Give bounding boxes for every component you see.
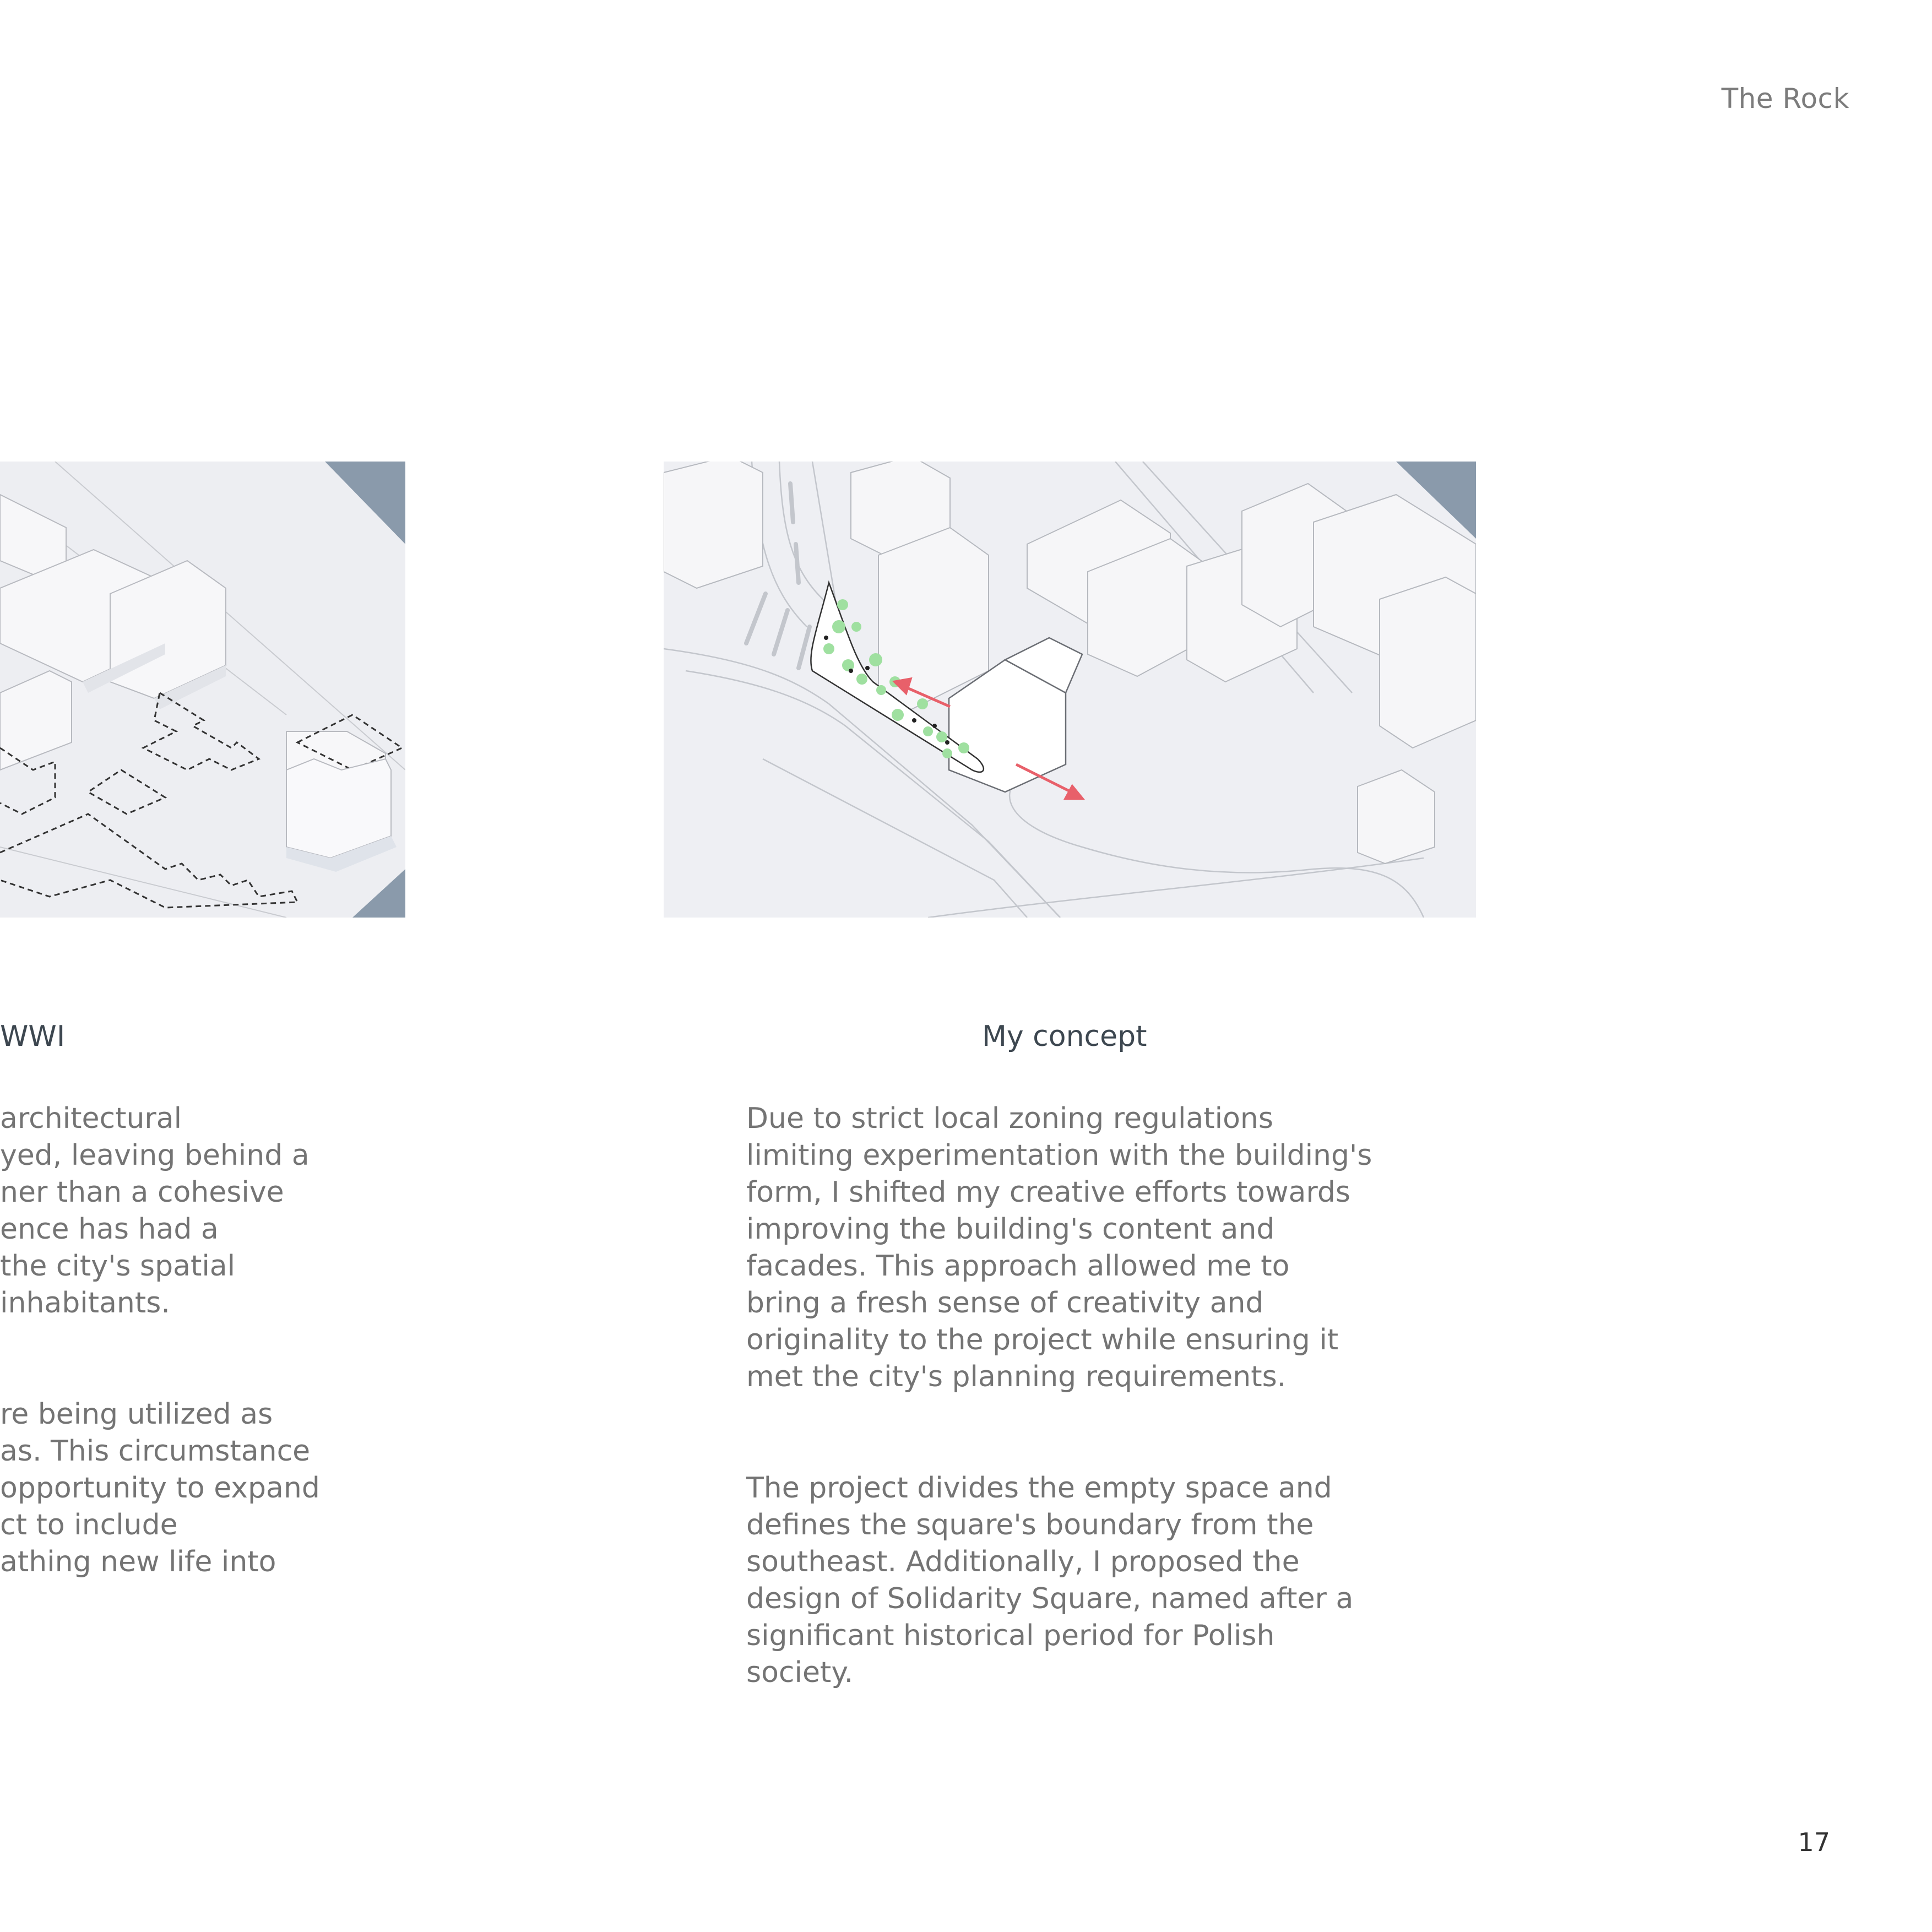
page-number: 17 [1798, 1827, 1830, 1857]
section-title-right: My concept [982, 1020, 1147, 1053]
right-paragraph-2: The project divides the empty space and defines the square's boundary from the southeast. Additionally, I proposed the design of Solidarity Square, named after a significant historical period for Polish society. [746, 1472, 1354, 1689]
site-context-illustration [0, 462, 405, 918]
right-paragraph-1: Due to strict local zoning regulations limiting experimentation with the building's form, I shifted my creative efforts towards improving the building's content and facades. This approach allowed me to bring a fresh sense of creativity and originality to the project while ensuring it met the city's planning requirements. [746, 1102, 1372, 1393]
section-title-left: WWI [0, 1020, 66, 1053]
header-title: The Rock [1721, 83, 1849, 115]
left-paragraph-2: re being utilized as as. This circumstance opportunity to expand ct to include athing new life into [0, 1398, 320, 1578]
concept-axonometric-illustration [664, 462, 1476, 918]
left-paragraph-1: architectural yed, leaving behind a ner than a cohesive ence has had a the city's spatial inhabitants. [0, 1102, 310, 1320]
